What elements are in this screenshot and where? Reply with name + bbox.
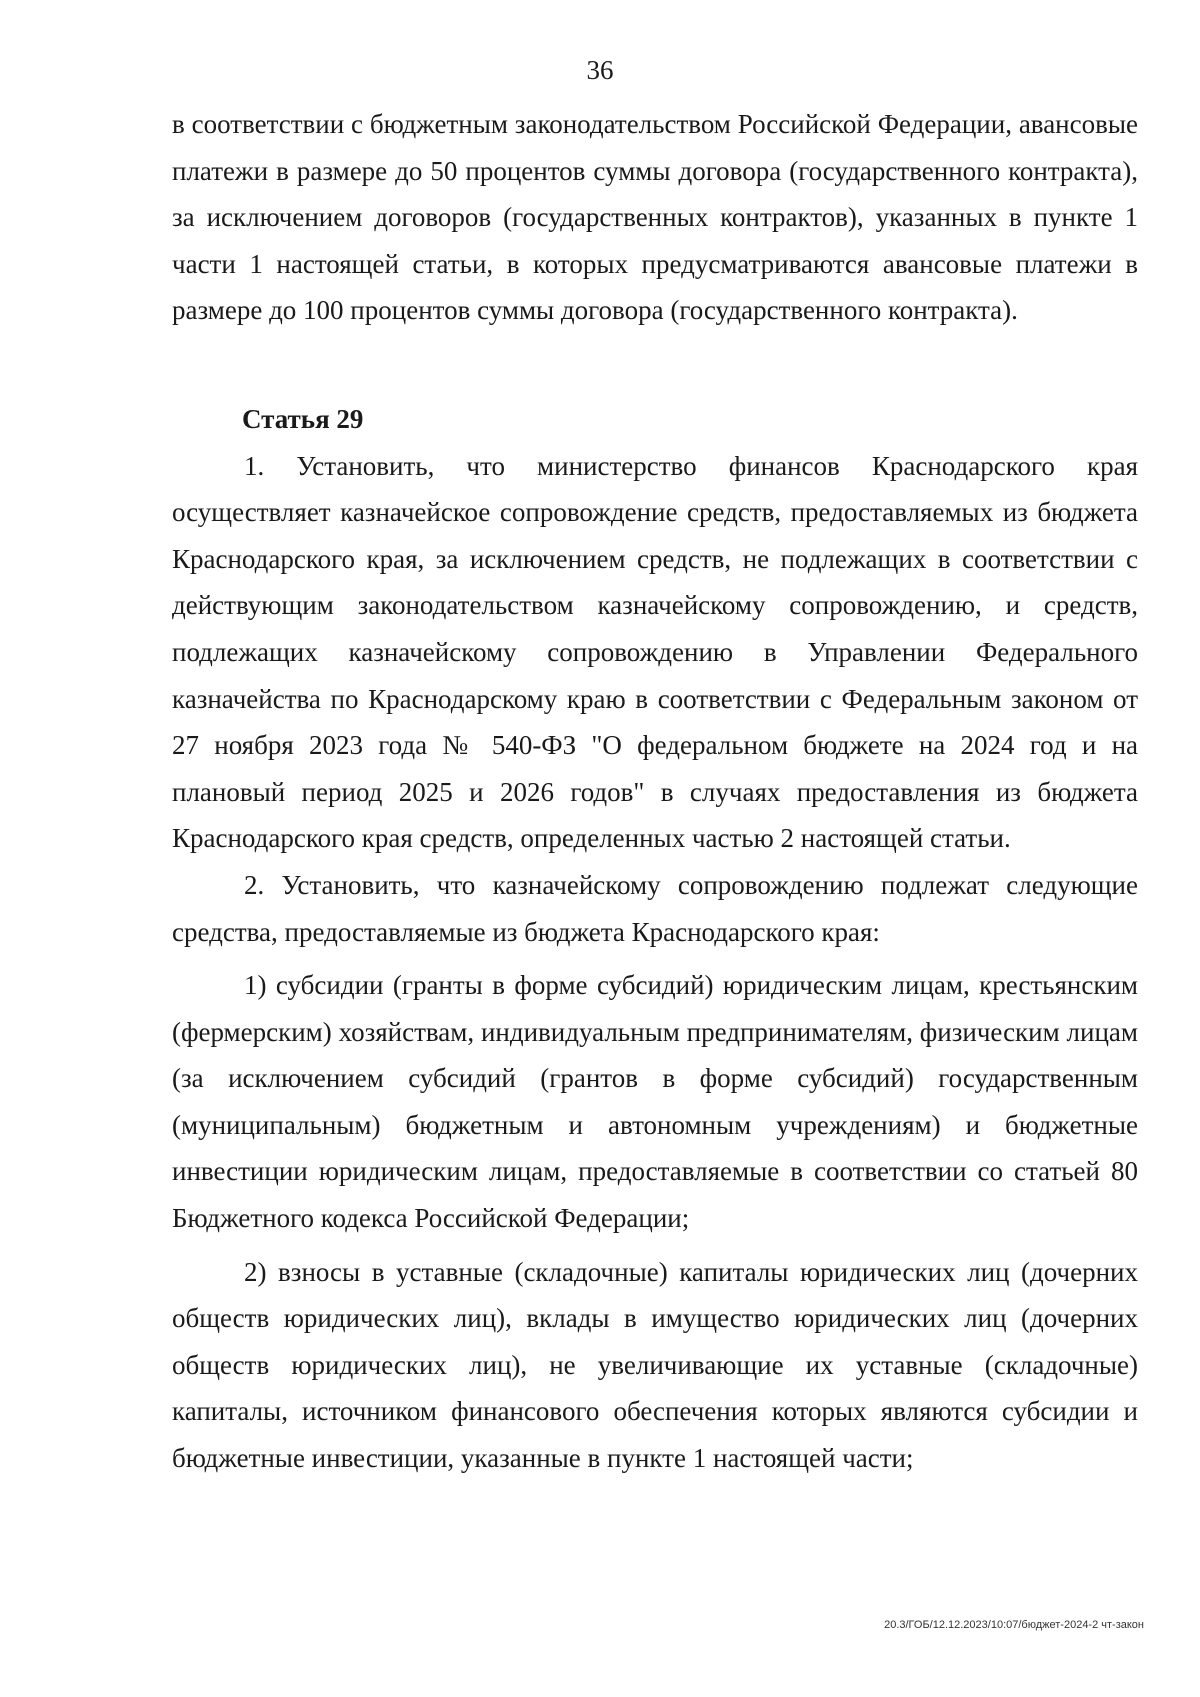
- article-subitem-1: 1) субсидии (гранты в форме субсидий) юридическим лицам, крестьянским (фермерским) хозяйствам, индивидуальным предпринимателям, физическим лицам (за исключением субсидий (грантов в форме субсидий) государственным (муниципальным) бюджетным и автономным учреждениям) и бюджетные инвестиции юридическим лицам, предоставляемые в соответствии со статьей 80 Бюджетного кодекса Российской Федерации;: [172, 970, 1138, 1234]
- article-paragraph-2: 2. Установить, что казначейскому сопровождению подлежат следующие средства, предоставляемые из бюджета Краснодарского края:: [172, 869, 1138, 947]
- document-body: [172, 101, 1138, 1482]
- article-subitem-2: 2) взносы в уставные (складочные) капиталы юридических лиц (дочерних обществ юридических лиц), вклады в имущество юридических лиц (дочерних обществ юридических лиц), не увеличивающие их уставные (складочные) капиталы, источником финансового обеспечения которых являются субсидии и бюджетные инвестиции, указанные в пункте 1 настоящей части;: [172, 1256, 1138, 1474]
- article-heading: Статья 29: [242, 403, 364, 434]
- paragraph-continuation: в соответствии с бюджетным законодательством Российской Федерации, авансовые платежи в размере до 50 процентов суммы договора (государственного контракта), за исключением договоров (государственных контрактов), указанных в пункте 1 части 1 настоящей статьи, в которых предусматриваются авансовые платежи в размере до 100 процентов суммы договора (государственного контракта).: [172, 109, 1138, 326]
- page-number: 36: [586, 55, 614, 85]
- document-footer-code: 20.3/ГОБ/12.12.2023/10:07/бюджет-2024-2 чт-закон: [884, 1619, 1144, 1631]
- article-paragraph-1: 1. Установить, что министерство финансов Краснодарского края осуществляет казначейское сопровождение средств, предоставляемых из бюджета Краснодарского края, за исключением средств, не подлежащих в соответствии с действующим законодательством казначейскому сопровождению, и средств, подлежащих казначейскому сопровождению в Управлении Федерального казначейства по Краснодарскому краю в соответствии с Федеральным законом от 27 ноября 2023 года № 540-ФЗ "О федеральном бюджете на 2024 год и на плановый период 2025 и 2026 годов" в случаях предоставления из бюджета Краснодарского края средств, определенных частью 2 настоящей статьи.: [172, 450, 1138, 854]
